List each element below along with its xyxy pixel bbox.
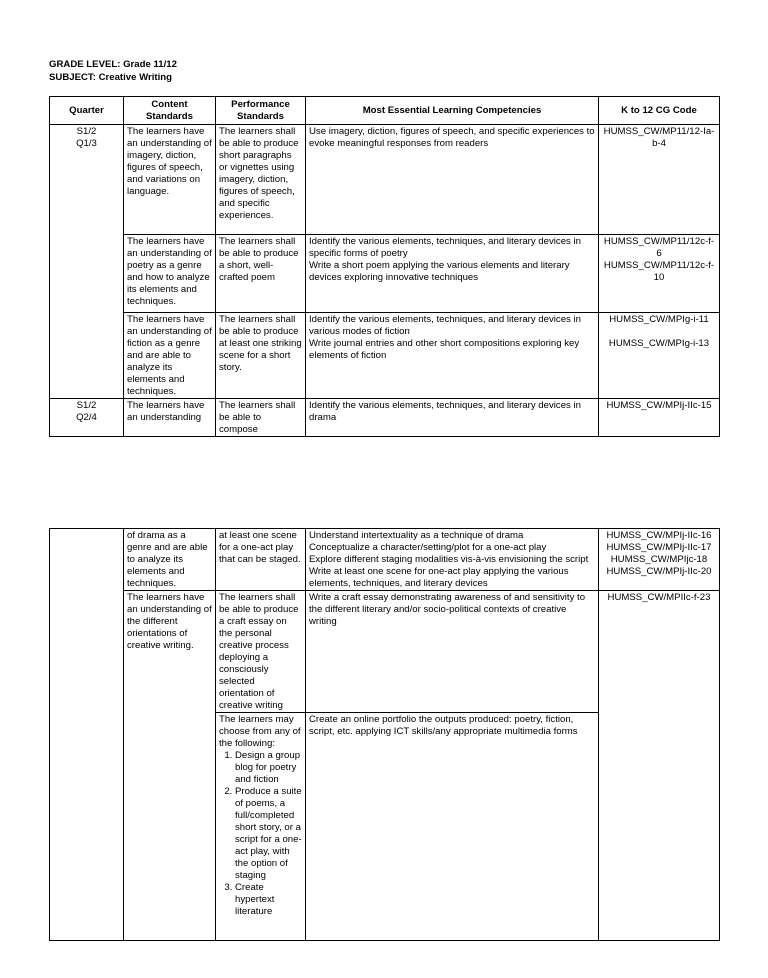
table-row	[50, 125, 720, 235]
competency: Write at least one scene for one-act play applying the various elements, techniques, and literary devices	[309, 566, 569, 589]
header-code: K to 12 CG Code	[599, 97, 720, 125]
cg-code: HUMSS_CW/MPIg-i-11	[609, 314, 709, 325]
quarter-cell: S1/2 Q2/4	[50, 399, 124, 437]
grade-level: GRADE LEVEL: Grade 11/12	[49, 59, 177, 70]
competency-cell	[306, 313, 599, 399]
header-content-standards: Content Standards	[124, 97, 216, 125]
cg-code: HUMSS_CW/MP11/12c-f-10	[603, 260, 715, 283]
table-row	[50, 399, 720, 437]
performance-standard	[216, 713, 306, 941]
content-standard: The learners have an understanding of imagery, diction, figures of speech, and variations on language.	[124, 125, 216, 235]
code-cell	[599, 399, 720, 437]
competency: Identify the various elements, techniques, and literary devices in specific forms of poetry	[309, 236, 581, 259]
performance-standard: The learners shall be able to produce short paragraphs or vignettes using imagery, diction, figures of speech, and specific experiences.	[216, 125, 306, 235]
competency: Identify the various elements, techniques, and literary devices in drama	[309, 400, 581, 423]
content-standard: The learners have an understanding of the different orientations of creative writing.	[124, 591, 216, 941]
table-row	[50, 529, 720, 591]
code-cell	[599, 591, 720, 941]
table-row	[50, 313, 720, 399]
header-competencies: Most Essential Learning Competencies	[306, 97, 599, 125]
performance-standard: at least one scene for a one-act play that can be staged.	[216, 529, 306, 591]
list-item: 1. Design a group blog for poetry and fiction	[235, 750, 302, 786]
competency: Write journal entries and other short compositions exploring key elements of fiction	[309, 338, 580, 361]
performance-options	[219, 750, 302, 918]
competency-cell	[306, 399, 599, 437]
cg-code: HUMSS_CW/MPIj-IIc-15	[606, 400, 712, 411]
cg-code: HUMSS_CW/MPIj-IIc-17	[606, 542, 712, 553]
code-cell	[599, 529, 720, 591]
code-cell	[599, 235, 720, 313]
subject: SUBJECT: Creative Writing	[49, 72, 172, 83]
code-cell	[599, 125, 720, 235]
cg-code: HUMSS_CW/MP11/12c-f-6	[603, 236, 715, 259]
cg-code: HUMSS_CW/MPIg-i-13	[608, 338, 710, 349]
table-row	[50, 235, 720, 313]
content-standard: of drama as a genre and are able to analyze its elements and techniques.	[124, 529, 216, 591]
competency: Conceptualize a character/setting/plot for a one-act play	[309, 542, 547, 553]
content-standard: The learners have an understanding of poetry as a genre and how to analyze its elements and techniques.	[124, 235, 216, 313]
performance-intro: The learners may choose from any of the following:	[219, 714, 301, 749]
performance-standard: The learners shall be able to produce a short, well-crafted poem	[216, 235, 306, 313]
performance-standard: The learners shall be able to compose	[216, 399, 306, 437]
header-performance-standards: Performance Standards	[216, 97, 306, 125]
quarter-cell	[50, 529, 124, 941]
competency-cell	[306, 235, 599, 313]
competency: Identify the various elements, techniques, and literary devices in various modes of fiction	[309, 314, 581, 337]
cg-code: HUMSS_CW/MPIIc-f-23	[607, 592, 711, 603]
competency-cell	[306, 713, 599, 941]
cg-code: HUMSS_CW/MPIj-IIc-16	[606, 530, 712, 541]
competency: Create an online portfolio the outputs produced: poetry, fiction, script, etc. applying ICT skills/any appropriate multimedia forms	[309, 714, 578, 737]
competency-cell	[306, 591, 599, 713]
list-item: 2. Produce a suite of poems, a full/completed short story, or a script for a one-act play, with the option of staging	[235, 786, 302, 882]
competency-cell	[306, 529, 599, 591]
competency: Understand intertextuality as a technique of drama	[309, 530, 524, 541]
competency-table-2	[49, 528, 720, 941]
header-quarter: Quarter	[50, 97, 124, 125]
quarter-cell: S1/2 Q1/3	[50, 125, 124, 399]
table-row	[50, 591, 720, 713]
performance-standard: The learners shall be able to produce at least one striking scene for a short story.	[216, 313, 306, 399]
competency: Use imagery, diction, figures of speech, and specific experiences to evoke meaningful responses from readers	[309, 126, 595, 149]
competency-cell	[306, 125, 599, 235]
cg-code: HUMSS_CW/MPIjc-18	[610, 554, 708, 565]
cg-code: HUMSS_CW/MPIj-IIc-20	[606, 566, 712, 577]
competency: Explore different staging modalities vis-à-vis envisioning the script	[309, 554, 589, 565]
competency-table-1	[49, 96, 720, 437]
cg-code: HUMSS_CW/MP11/12-Ia-b-4	[603, 126, 715, 149]
content-standard: The learners have an understanding	[124, 399, 216, 437]
code-cell	[599, 313, 720, 399]
competency: Write a craft essay demonstrating awareness of and sensitivity to the different literary and/or socio-political contexts of creative writing	[309, 592, 586, 627]
performance-standard: The learners shall be able to produce a craft essay on the personal creative process deploying a consciously selected orientation of creative writing	[216, 591, 306, 713]
content-standard: The learners have an understanding of fiction as a genre and are able to analyze its elements and techniques.	[124, 313, 216, 399]
list-item: 3. Create hypertext literature	[235, 882, 302, 918]
competency: Write a short poem applying the various elements and literary devices exploring innovative techniques	[309, 260, 570, 283]
